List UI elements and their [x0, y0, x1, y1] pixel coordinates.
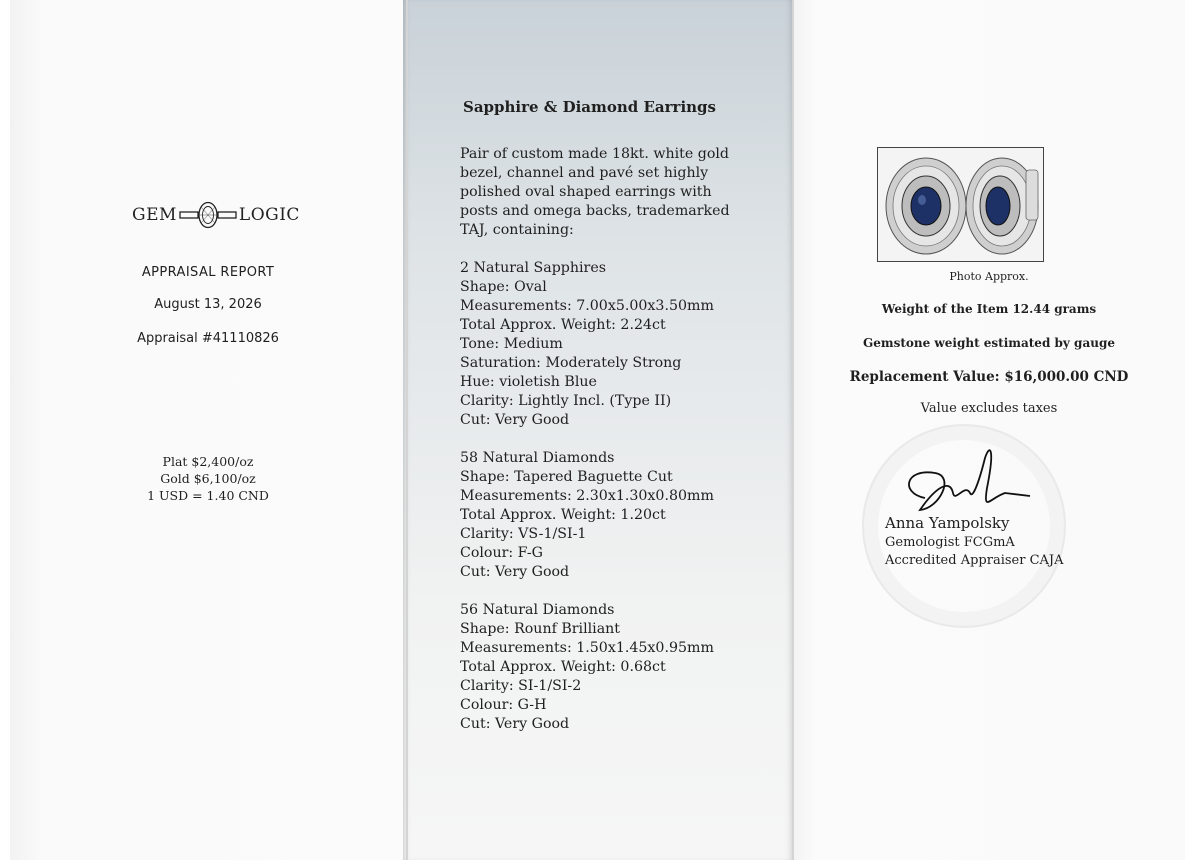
sapphire-specs — [460, 259, 770, 430]
tax-note: Value excludes taxes — [920, 401, 1058, 416]
signer-name: Anna Yampolsky — [885, 514, 1010, 532]
spec-line: Cut: Very Good — [460, 716, 570, 732]
spec-line: Cut: Very Good — [460, 412, 570, 428]
gemlogic-logo — [132, 201, 300, 229]
fold-line — [406, 0, 408, 860]
spec-line: Saturation: Moderately Strong — [460, 355, 682, 371]
spec-line: Measurements: 7.00x5.00x3.50mm — [460, 298, 714, 314]
photo-caption: Photo Approx. — [949, 270, 1029, 283]
spec-line: Cut: Very Good — [460, 564, 570, 580]
spec-line: Clarity: Lightly Incl. (Type II) — [460, 393, 672, 409]
report-title: APPRAISAL REPORT — [141, 265, 275, 280]
baguette-diamond-specs — [460, 449, 770, 582]
spec-line: Total Approx. Weight: 0.68ct — [460, 659, 666, 675]
price-line: Gold $6,100/oz — [160, 471, 256, 486]
description — [460, 145, 770, 240]
spec-line: Clarity: SI-1/SI-2 — [460, 678, 582, 694]
spec-line: Measurements: 2.30x1.30x0.80mm — [460, 488, 714, 504]
description-line: bezel, channel and pavé set highly — [460, 165, 709, 181]
logo-text-left: GEM — [132, 205, 177, 225]
spec-line: 58 Natural Diamonds — [460, 450, 615, 466]
signer-accreditation: Accredited Appraiser CAJA — [885, 553, 1064, 568]
spec-line: Shape: Rounf Brilliant — [460, 621, 620, 637]
fold-line — [792, 0, 794, 860]
spec-line: Total Approx. Weight: 2.24ct — [460, 317, 666, 333]
earrings-icon — [878, 148, 1044, 262]
price-line: 1 USD = 1.40 CND — [147, 488, 269, 503]
spec-line: Colour: G-H — [460, 697, 547, 713]
spec-line: Total Approx. Weight: 1.20ct — [460, 507, 666, 523]
logo-text-right: LOGIC — [238, 205, 300, 225]
diamond-gem-icon — [179, 201, 237, 229]
appraisal-number: Appraisal #41110826 — [137, 331, 279, 346]
spec-line: Measurements: 1.50x1.45x0.95mm — [460, 640, 714, 656]
description-line: Pair of custom made 18kt. white gold — [460, 146, 730, 162]
price-line: Plat $2,400/oz — [162, 454, 254, 469]
report-date: August 13, 2026 — [154, 297, 262, 312]
metal-prices — [10, 453, 406, 504]
spec-line: 2 Natural Sapphires — [460, 260, 607, 276]
signer-title: Gemologist FCGmA — [885, 535, 1015, 550]
spec-line: Hue: violetish Blue — [460, 374, 597, 390]
gauge-note: Gemstone weight estimated by gauge — [863, 336, 1115, 350]
item-weight: Weight of the Item 12.44 grams — [881, 302, 1097, 316]
round-diamond-specs — [460, 601, 770, 734]
earrings-photo — [877, 147, 1044, 262]
item-title: Sapphire & Diamond Earrings — [463, 98, 716, 116]
description-line: posts and omega backs, trademarked — [460, 203, 730, 219]
replacement-value: Replacement Value: $16,000.00 CND — [849, 369, 1129, 385]
spec-line: Shape: Tapered Baguette Cut — [460, 469, 673, 485]
description-line: polished oval shaped earrings with — [460, 184, 712, 200]
spec-line: Tone: Medium — [460, 336, 563, 352]
spec-line: 56 Natural Diamonds — [460, 602, 615, 618]
spec-line: Clarity: VS-1/SI-1 — [460, 526, 587, 542]
spec-line: Shape: Oval — [460, 279, 547, 295]
spec-line: Colour: F-G — [460, 545, 544, 561]
left-panel — [10, 0, 406, 860]
description-line: TAJ, containing: — [460, 222, 574, 238]
